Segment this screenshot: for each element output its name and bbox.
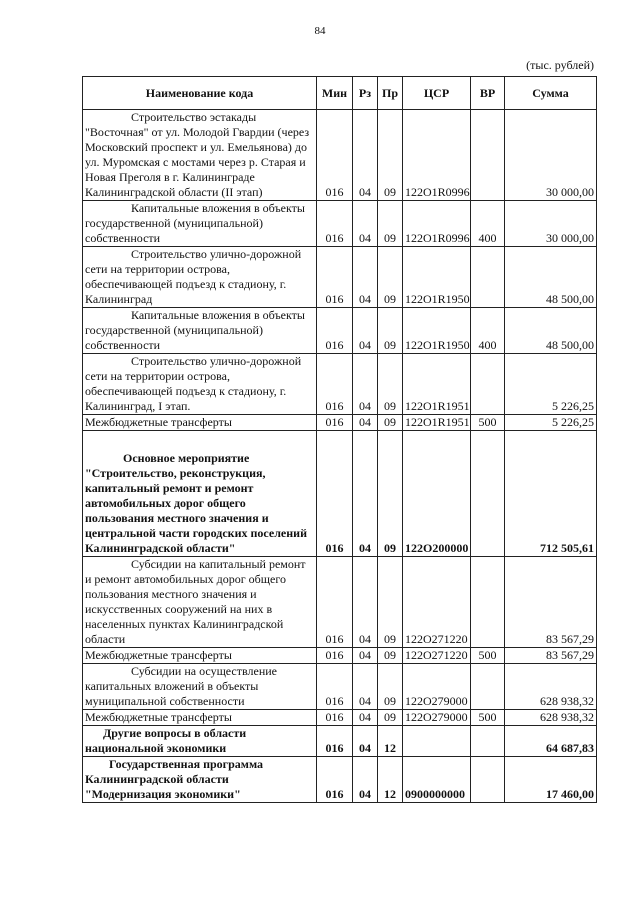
row-vr: 500 xyxy=(471,648,505,664)
row-name: Основное мероприятие "Строительство, реконструкция, капитальный ремонт и ремонт автомобильных дорог общего пользования местного значения и центральной части городских поселений Калининградской области" xyxy=(83,431,317,557)
header-rz: Рз xyxy=(353,77,378,110)
row-csr: 122O279000 xyxy=(403,664,471,710)
row-pr: 09 xyxy=(378,201,403,247)
table-row xyxy=(83,557,597,648)
row-name: Капитальные вложения в объекты государственной (муниципальной) собственности xyxy=(83,201,317,247)
row-vr xyxy=(471,110,505,201)
table-row xyxy=(83,110,597,201)
row-min: 016 xyxy=(317,664,353,710)
page-number: 84 xyxy=(314,25,326,37)
table-row xyxy=(83,757,597,803)
row-rz: 04 xyxy=(353,710,378,726)
table-row xyxy=(83,308,597,354)
table-row xyxy=(83,247,597,308)
row-pr: 09 xyxy=(378,557,403,648)
table-header-row xyxy=(83,77,597,110)
row-csr: 122O200000 xyxy=(403,431,471,557)
row-csr: 122O1R1950 xyxy=(403,308,471,354)
header-min: Мин xyxy=(317,77,353,110)
row-rz: 04 xyxy=(353,201,378,247)
table-row xyxy=(83,415,597,431)
row-rz: 04 xyxy=(353,247,378,308)
row-pr: 09 xyxy=(378,308,403,354)
row-pr: 09 xyxy=(378,710,403,726)
row-csr: 122O1R1950 xyxy=(403,247,471,308)
row-csr: 122O1R1951 xyxy=(403,354,471,415)
row-sum: 48 500,00 xyxy=(505,247,597,308)
header-sum: Сумма xyxy=(505,77,597,110)
row-sum: 83 567,29 xyxy=(505,648,597,664)
row-sum: 5 226,25 xyxy=(505,415,597,431)
row-sum: 30 000,00 xyxy=(505,110,597,201)
row-min: 016 xyxy=(317,247,353,308)
row-csr: 122O279000 xyxy=(403,710,471,726)
row-min: 016 xyxy=(317,201,353,247)
header-pr: Пр xyxy=(378,77,403,110)
row-name: Субсидии на капитальный ремонт и ремонт автомобильных дорог общего пользования местного значения и искусственных сооружений на них в населенных пунктах Калининградской области xyxy=(83,557,317,648)
row-name: Строительство улично-дорожной сети на территории острова, обеспечивающей подъезд к стадиону, г. Калининград xyxy=(83,247,317,308)
row-min: 016 xyxy=(317,415,353,431)
row-rz: 04 xyxy=(353,726,378,757)
row-rz: 04 xyxy=(353,757,378,803)
row-rz: 04 xyxy=(353,415,378,431)
table-row xyxy=(83,431,597,557)
row-csr: 122O271220 xyxy=(403,557,471,648)
row-name: Другие вопросы в области национальной экономики xyxy=(83,726,317,757)
row-pr: 12 xyxy=(378,757,403,803)
row-name: Строительство эстакады "Восточная" от ул. Молодой Гвардии (через Московский проспект и ул. Емельянова) до ул. Муромская с мостами через р. Старая и Новая Преголя в г. Калининграде Калининградской области (II этап) xyxy=(83,110,317,201)
budget-table xyxy=(82,76,597,803)
row-sum: 712 505,61 xyxy=(505,431,597,557)
row-csr: 122O1R0996 xyxy=(403,201,471,247)
row-name: Межбюджетные трансферты xyxy=(83,648,317,664)
row-min: 016 xyxy=(317,431,353,557)
unit-note: (тыс. рублей) xyxy=(526,58,594,72)
row-min: 016 xyxy=(317,710,353,726)
row-sum: 17 460,00 xyxy=(505,757,597,803)
row-vr: 400 xyxy=(471,308,505,354)
row-csr: 122O1R1951 xyxy=(403,415,471,431)
row-rz: 04 xyxy=(353,110,378,201)
row-vr xyxy=(471,726,505,757)
row-vr xyxy=(471,247,505,308)
row-min: 016 xyxy=(317,557,353,648)
row-sum: 628 938,32 xyxy=(505,710,597,726)
row-vr xyxy=(471,354,505,415)
row-vr: 400 xyxy=(471,201,505,247)
row-pr: 12 xyxy=(378,726,403,757)
row-vr: 500 xyxy=(471,415,505,431)
row-vr xyxy=(471,557,505,648)
row-min: 016 xyxy=(317,757,353,803)
header-name: Наименование кода xyxy=(83,77,317,110)
table-row xyxy=(83,648,597,664)
row-pr: 09 xyxy=(378,664,403,710)
row-min: 016 xyxy=(317,308,353,354)
row-csr: 122O1R0996 xyxy=(403,110,471,201)
row-sum: 5 226,25 xyxy=(505,354,597,415)
table-row xyxy=(83,710,597,726)
row-pr: 09 xyxy=(378,110,403,201)
row-min: 016 xyxy=(317,110,353,201)
row-pr: 09 xyxy=(378,648,403,664)
row-rz: 04 xyxy=(353,664,378,710)
row-name: Капитальные вложения в объекты государственной (муниципальной) собственности xyxy=(83,308,317,354)
table-row xyxy=(83,664,597,710)
row-pr: 09 xyxy=(378,354,403,415)
row-rz: 04 xyxy=(353,308,378,354)
row-name: Строительство улично-дорожной сети на территории острова, обеспечивающей подъезд к стадиону, г. Калининград, I этап. xyxy=(83,354,317,415)
row-rz: 04 xyxy=(353,354,378,415)
row-rz: 04 xyxy=(353,557,378,648)
row-vr: 500 xyxy=(471,710,505,726)
row-sum: 64 687,83 xyxy=(505,726,597,757)
row-sum: 30 000,00 xyxy=(505,201,597,247)
table-row xyxy=(83,354,597,415)
row-min: 016 xyxy=(317,354,353,415)
row-min: 016 xyxy=(317,648,353,664)
row-name: Субсидии на осуществление капитальных вложений в объекты муниципальной собственности xyxy=(83,664,317,710)
row-name: Государственная программа Калининградской области "Модернизация экономики" xyxy=(83,757,317,803)
row-vr xyxy=(471,664,505,710)
table-row xyxy=(83,201,597,247)
row-pr: 09 xyxy=(378,431,403,557)
row-pr: 09 xyxy=(378,247,403,308)
table-row xyxy=(83,726,597,757)
row-sum: 48 500,00 xyxy=(505,308,597,354)
row-name: Межбюджетные трансферты xyxy=(83,415,317,431)
row-csr: 0900000000 xyxy=(403,757,471,803)
row-rz: 04 xyxy=(353,648,378,664)
row-sum: 83 567,29 xyxy=(505,557,597,648)
row-min: 016 xyxy=(317,726,353,757)
row-pr: 09 xyxy=(378,415,403,431)
row-csr xyxy=(403,726,471,757)
row-vr xyxy=(471,431,505,557)
header-vr: ВР xyxy=(471,77,505,110)
row-vr xyxy=(471,757,505,803)
row-sum: 628 938,32 xyxy=(505,664,597,710)
row-rz: 04 xyxy=(353,431,378,557)
header-csr: ЦСР xyxy=(403,77,471,110)
row-csr: 122O271220 xyxy=(403,648,471,664)
row-name: Межбюджетные трансферты xyxy=(83,710,317,726)
